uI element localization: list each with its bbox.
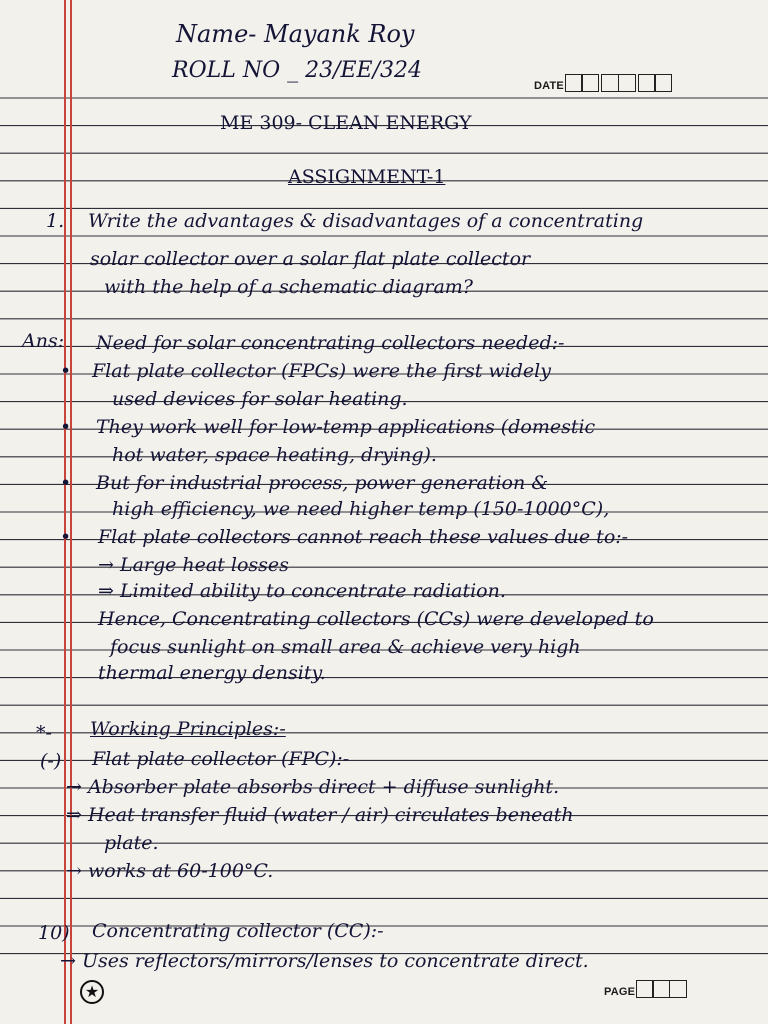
page-label: PAGE [604,986,636,998]
bullet-line: high efficiency, we need higher temp (150-1000°C), [112,498,610,520]
working-heading: Working Principles:- [90,718,286,740]
bullet-line: used devices for solar heating. [112,388,408,410]
fpc-label: (-) [40,750,62,772]
date-box [601,74,619,92]
cc-title: Concentrating collector (CC):- [92,920,384,942]
roll-number-label: ROLL NO _ 23/EE/324 [172,58,423,83]
conclusion-line: focus sunlight on small area & achieve very high [110,636,581,658]
question-line: solar collector over a solar flat plate collector [90,248,531,270]
name-label: Name- Mayank Roy [176,20,415,48]
fpc-title: Flat plate collector (FPC):- [92,748,350,770]
bullet-marker: • [60,472,72,494]
page-box [636,980,654,998]
fpc-point: → works at 60-100°C. [66,860,274,882]
date-box [654,74,672,92]
question-line: Write the advantages & disadvantages of a concentrating [88,210,644,232]
bullet-marker: • [60,360,72,382]
fpc-point: → Absorber plate absorbs direct + diffuse sunlight. [66,776,560,798]
answer-label: Ans: [22,330,65,352]
bullet-marker: • [60,416,72,438]
bullet-marker: • [60,526,72,548]
section-marker: *- [36,722,52,744]
page-box [652,980,670,998]
bullet-line: hot water, space heating, drying). [112,444,437,466]
assignment-title: ASSIGNMENT-1 [288,166,446,188]
date-boxes [566,74,672,92]
fpc-point: plate. [104,832,159,854]
bullet-line: Flat plate collector (FPCs) were the first widely [92,360,551,382]
course-title: ME 309- CLEAN ENERGY [220,112,472,134]
conclusion-line: Hence, Concentrating collectors (CCs) were developed to [98,608,654,630]
reason-line: → Large heat losses [98,554,289,576]
date-box [618,74,636,92]
date-box [581,74,599,92]
question-line: with the help of a schematic diagram? [104,276,473,298]
answer-heading: Need for solar concentrating collectors needed:- [96,332,565,354]
bullet-line: Flat plate collectors cannot reach these values due to:- [98,526,629,548]
page-boxes [637,980,687,998]
bullet-line: They work well for low-temp applications (domestic [96,416,596,438]
date-box [565,74,583,92]
cc-point: → Uses reflectors/mirrors/lenses to concentrate direct. [60,950,589,972]
bullet-line: But for industrial process, power generation & [96,472,549,494]
date-label: DATE [534,80,564,92]
reason-line: ⇒ Limited ability to concentrate radiation. [98,580,506,602]
fpc-point: ⇒ Heat transfer fluid (water / air) circulates beneath [66,804,574,826]
conclusion-line: thermal energy density. [98,662,326,684]
page-box [669,980,687,998]
notebook-logo-icon: ★ [80,980,104,1004]
question-number: 1. [46,210,65,232]
cc-label: 10) [38,922,70,944]
date-box [638,74,656,92]
